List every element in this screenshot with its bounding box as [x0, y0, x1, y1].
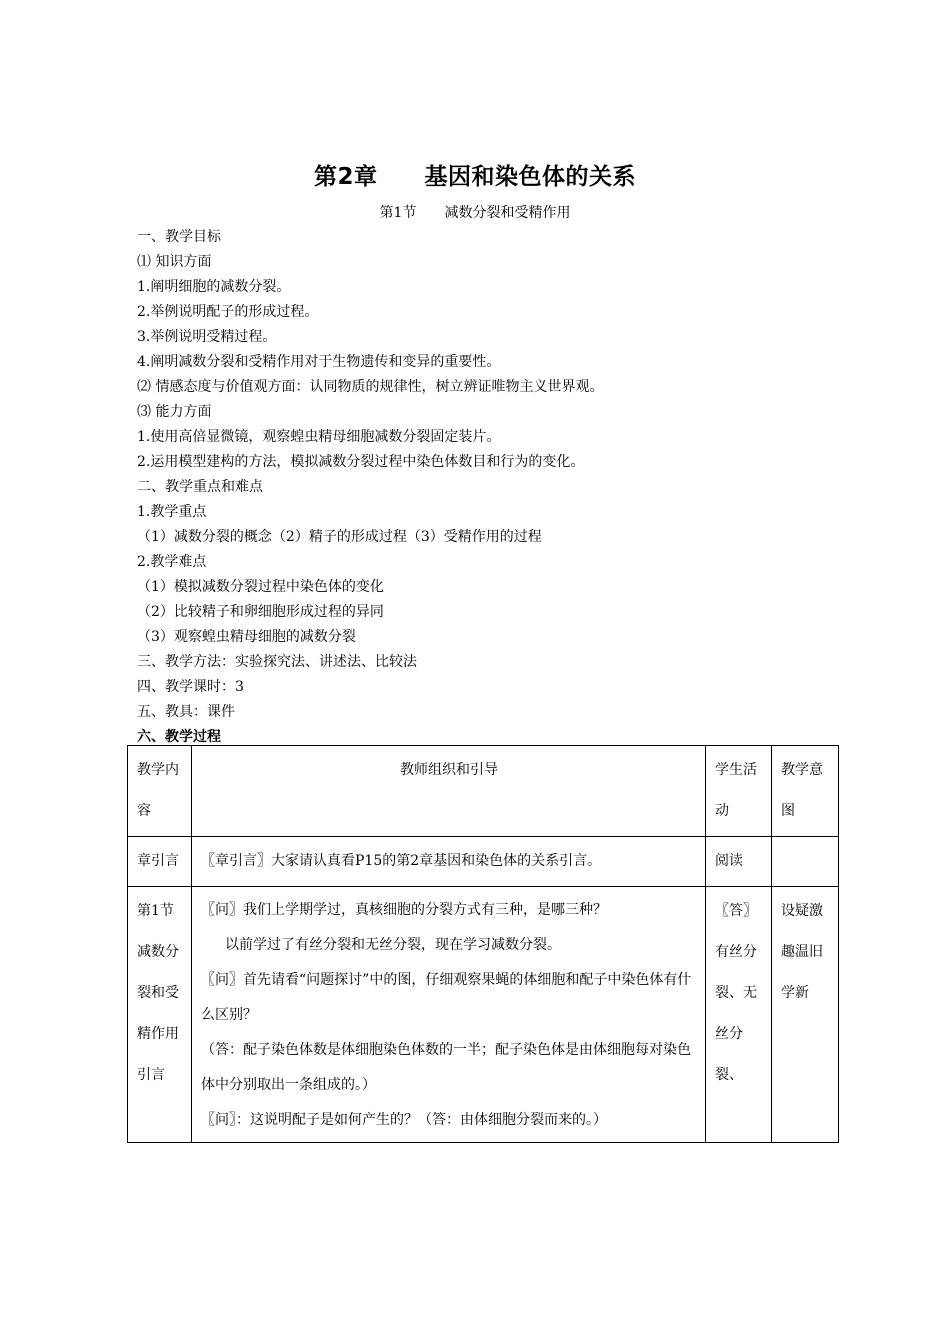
chapter-title: 第2章 基因和染色体的关系: [313, 164, 636, 190]
lesson-plan-body: [137, 225, 837, 750]
cell-content: 第1节减数分裂和受精作用引言: [128, 887, 192, 1143]
focus-items: （1）减数分裂的概念（2）精子的形成过程（3）受精作用的过程: [137, 529, 542, 545]
difficulty-item: （1）模拟减数分裂过程中染色体的变化: [137, 579, 384, 595]
cell-content: 章引言: [128, 837, 192, 887]
cell-intent: 设疑激趣温旧学新: [772, 887, 839, 1143]
guide-paragraph: （答：配子染色体数是体细胞染色体数的一半；配子染色体是由体细胞每对染色体中分别取出一条组成的。）: [201, 1042, 691, 1093]
heading-key-points: 二、教学重点和难点: [137, 479, 263, 495]
header-guide: 教师组织和引导: [192, 746, 706, 837]
header-intent: 教学意图: [772, 746, 839, 837]
header-student: 学生活动: [706, 746, 772, 837]
table-header-row: [128, 746, 839, 837]
heading-methods: 三、教学方法：实验探究法、讲述法、比较法: [137, 654, 417, 670]
heading-objectives: 一、教学目标: [137, 229, 221, 245]
objective-item: 3.举例说明受精过程。: [137, 329, 277, 345]
ability-item: 2.运用模型建构的方法，模拟减数分裂过程中染色体数目和行为的变化。: [137, 454, 585, 470]
cell-guide: 〖章引言〗大家请认真看P15的第2章基因和染色体的关系引言。: [192, 837, 706, 887]
cell-guide: [192, 887, 706, 1143]
subheading-ability: ⑶ 能力方面: [137, 404, 212, 420]
heading-process: 六、教学过程: [137, 729, 221, 745]
guide-paragraph: 〖问〗首先请看“问题探讨”中的图，仔细观察果蝇的体细胞和配子中染色体有什么区别？: [201, 972, 692, 1023]
guide-paragraph: 〖问〗我们上学期学过，真核细胞的分裂方式有三种，是哪三种？: [201, 902, 607, 918]
subheading-attitude: ⑵ 情感态度与价值观方面：认同物质的规律性，树立辨证唯物主义世界观。: [137, 379, 604, 395]
guide-paragraph: 以前学过了有丝分裂和无丝分裂，现在学习减数分裂。: [225, 937, 561, 953]
table-row: [128, 887, 839, 1143]
cell-intent: [772, 837, 839, 887]
objective-item: 1.阐明细胞的减数分裂。: [137, 279, 291, 295]
header-content: 教学内容: [128, 746, 192, 837]
section-title: 第1节 减数分裂和受精作用: [379, 205, 571, 221]
ability-item: 1.使用高倍显微镜，观察蝗虫精母细胞减数分裂固定装片。: [137, 429, 501, 445]
table-row: [128, 837, 839, 887]
difficulty-item: （2）比较精子和卵细胞形成过程的异同: [137, 604, 384, 620]
process-table: [127, 745, 839, 1143]
subheading-focus: 1.教学重点: [137, 504, 207, 520]
objective-item: 4.阐明减数分裂和受精作用对于生物遗传和变异的重要性。: [137, 354, 501, 370]
cell-student: 〖答〗有丝分裂、无丝分裂、: [706, 887, 772, 1143]
guide-paragraph: 〖问〗：这说明配子是如何产生的？（答：由体细胞分裂而来的。）: [201, 1112, 607, 1128]
objective-item: 2.举例说明配子的形成过程。: [137, 304, 319, 320]
heading-hours: 四、教学课时：3: [137, 679, 244, 695]
difficulty-item: （3）观察蝗虫精母细胞的减数分裂: [137, 629, 356, 645]
subheading-knowledge: ⑴ 知识方面: [137, 254, 212, 270]
cell-student: 阅读: [706, 837, 772, 887]
subheading-difficulty: 2.教学难点: [137, 554, 207, 570]
heading-tools: 五、教具：课件: [137, 704, 235, 720]
